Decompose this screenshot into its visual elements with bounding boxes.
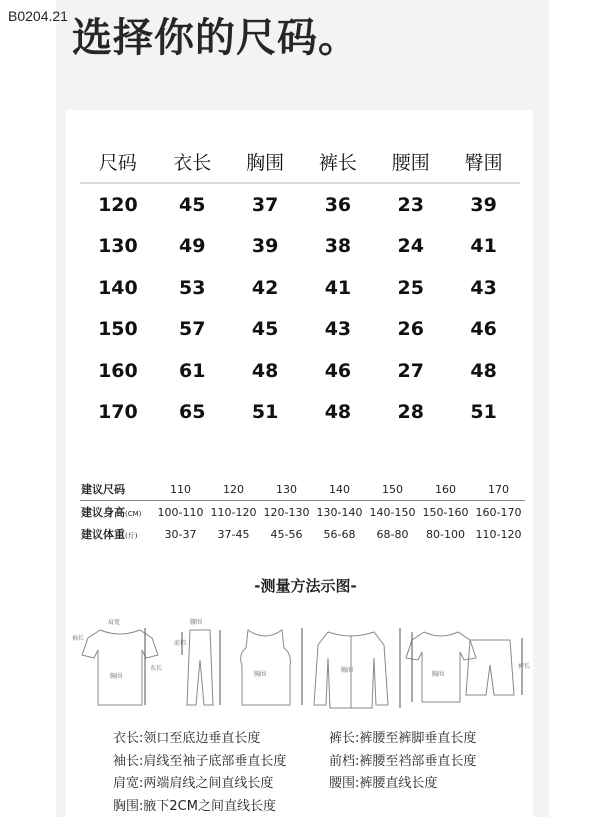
cell: 48: [302, 392, 375, 434]
cell: 130-140: [313, 501, 366, 524]
recommend-weight-row: [80, 523, 525, 545]
svg-text:胸围: 胸围: [341, 666, 353, 674]
cell: 110: [154, 478, 207, 501]
cell: 140-150: [366, 501, 419, 524]
cell: 42: [229, 267, 302, 309]
cell: 25: [374, 267, 447, 309]
cell: 130: [260, 478, 313, 501]
svg-text:胸围: 胸围: [254, 670, 266, 678]
cell: 45: [229, 309, 302, 351]
size-table: [80, 140, 520, 433]
cell: 61: [156, 350, 229, 392]
cell: 100-110: [154, 501, 207, 524]
table-row: [80, 392, 520, 434]
table-row: [80, 226, 520, 268]
cell: 170: [80, 392, 156, 434]
cell: 48: [447, 350, 520, 392]
definition-item: 袖长:肩线至袖子底部垂直长度: [113, 751, 286, 774]
cell: 150: [80, 309, 156, 351]
header-hip: 臀围: [447, 140, 520, 183]
cell: 27: [374, 350, 447, 392]
cell: 51: [229, 392, 302, 434]
cell: 38: [302, 226, 375, 268]
cell: 130: [80, 226, 156, 268]
definitions-left: [113, 728, 286, 818]
cell: 46: [302, 350, 375, 392]
cell: 46: [447, 309, 520, 351]
measure-method-title: -测量方法示图-: [0, 575, 611, 596]
cell: 120-130: [260, 501, 313, 524]
cell: 68-80: [366, 523, 419, 545]
definition-item: 裤长:裤腰至裤脚垂直长度: [329, 728, 476, 751]
definition-item: 腰围:裤腰直线长度: [329, 773, 476, 796]
page-title: 选择你的尺码。: [72, 6, 359, 63]
cell: 39: [447, 183, 520, 226]
table-row: [80, 350, 520, 392]
cell: 160: [80, 350, 156, 392]
tshirt-shorts-icon: [406, 632, 530, 702]
cell: 140: [80, 267, 156, 309]
svg-text:裤长: 裤长: [518, 662, 530, 670]
cell: 140: [313, 478, 366, 501]
svg-text:前档: 前档: [174, 639, 186, 647]
pants-icon: [174, 618, 220, 705]
label-text: 建议体重: [81, 528, 125, 541]
table-row: [80, 267, 520, 309]
header-waist: 腰围: [374, 140, 447, 183]
table-row: [80, 183, 520, 226]
definition-item: 前档:裤腰至裆部垂直长度: [329, 751, 476, 774]
definition-item: 胸围:腋下2CM之间直线长度: [113, 796, 286, 818]
tank-top-icon: [241, 628, 302, 705]
cell: 160: [419, 478, 472, 501]
cell: 36: [302, 183, 375, 226]
cell: 110-120: [207, 501, 260, 524]
svg-text:胸围: 胸围: [110, 672, 122, 680]
cell: 43: [302, 309, 375, 351]
cell: 41: [447, 226, 520, 268]
svg-text:胸围: 胸围: [432, 670, 444, 678]
cell: 41: [302, 267, 375, 309]
cell: 37: [229, 183, 302, 226]
definition-item: 肩宽:两端肩线之间直线长度: [113, 773, 286, 796]
svg-text:肩宽: 肩宽: [108, 618, 120, 626]
recommend-height-row: [80, 501, 525, 524]
header-size: 尺码: [80, 140, 156, 183]
cell: 30-37: [154, 523, 207, 545]
header-pants-length: 裤长: [302, 140, 375, 183]
cell: 39: [229, 226, 302, 268]
cell: 120: [207, 478, 260, 501]
cell: 45-56: [260, 523, 313, 545]
cell: 110-120: [472, 523, 525, 545]
cell: 170: [472, 478, 525, 501]
definition-item: 衣长:领口至底边垂直长度: [113, 728, 286, 751]
header-top-length: 衣长: [156, 140, 229, 183]
cell: 57: [156, 309, 229, 351]
recommend-weight-label: [80, 523, 154, 545]
header-chest: 胸围: [229, 140, 302, 183]
table-row: [80, 309, 520, 351]
cell: 150: [366, 478, 419, 501]
cell: 53: [156, 267, 229, 309]
recommend-height-label: [80, 501, 154, 524]
unit-text: (斤): [125, 532, 137, 540]
measurement-illustration: [70, 610, 532, 710]
cell: 43: [447, 267, 520, 309]
cell: 51: [447, 392, 520, 434]
unit-text: (CM): [125, 510, 141, 518]
label-text: 建议身高: [81, 506, 125, 519]
recommend-size-row: [80, 478, 525, 501]
recommend-size-label: 建议尺码: [80, 478, 154, 501]
tshirt-icon: [72, 618, 162, 705]
svg-text:袖长: 袖长: [72, 634, 84, 642]
svg-text:衣长: 衣长: [150, 664, 162, 672]
cell: 150-160: [419, 501, 472, 524]
recommendation-table: [80, 478, 525, 545]
cell: 28: [374, 392, 447, 434]
jacket-icon: [314, 628, 400, 708]
size-table-header: [80, 140, 520, 183]
cell: 24: [374, 226, 447, 268]
cell: 48: [229, 350, 302, 392]
cell: 120: [80, 183, 156, 226]
cell: 160-170: [472, 501, 525, 524]
svg-text:腰围: 腰围: [190, 618, 202, 626]
cell: 26: [374, 309, 447, 351]
cell: 37-45: [207, 523, 260, 545]
cell: 65: [156, 392, 229, 434]
cell: 23: [374, 183, 447, 226]
cell: 80-100: [419, 523, 472, 545]
garment-diagrams-icon: [70, 610, 532, 710]
cell: 45: [156, 183, 229, 226]
cell: 56-68: [313, 523, 366, 545]
cell: 49: [156, 226, 229, 268]
definitions-right: [329, 728, 476, 796]
product-code: B0204.21: [8, 8, 68, 24]
